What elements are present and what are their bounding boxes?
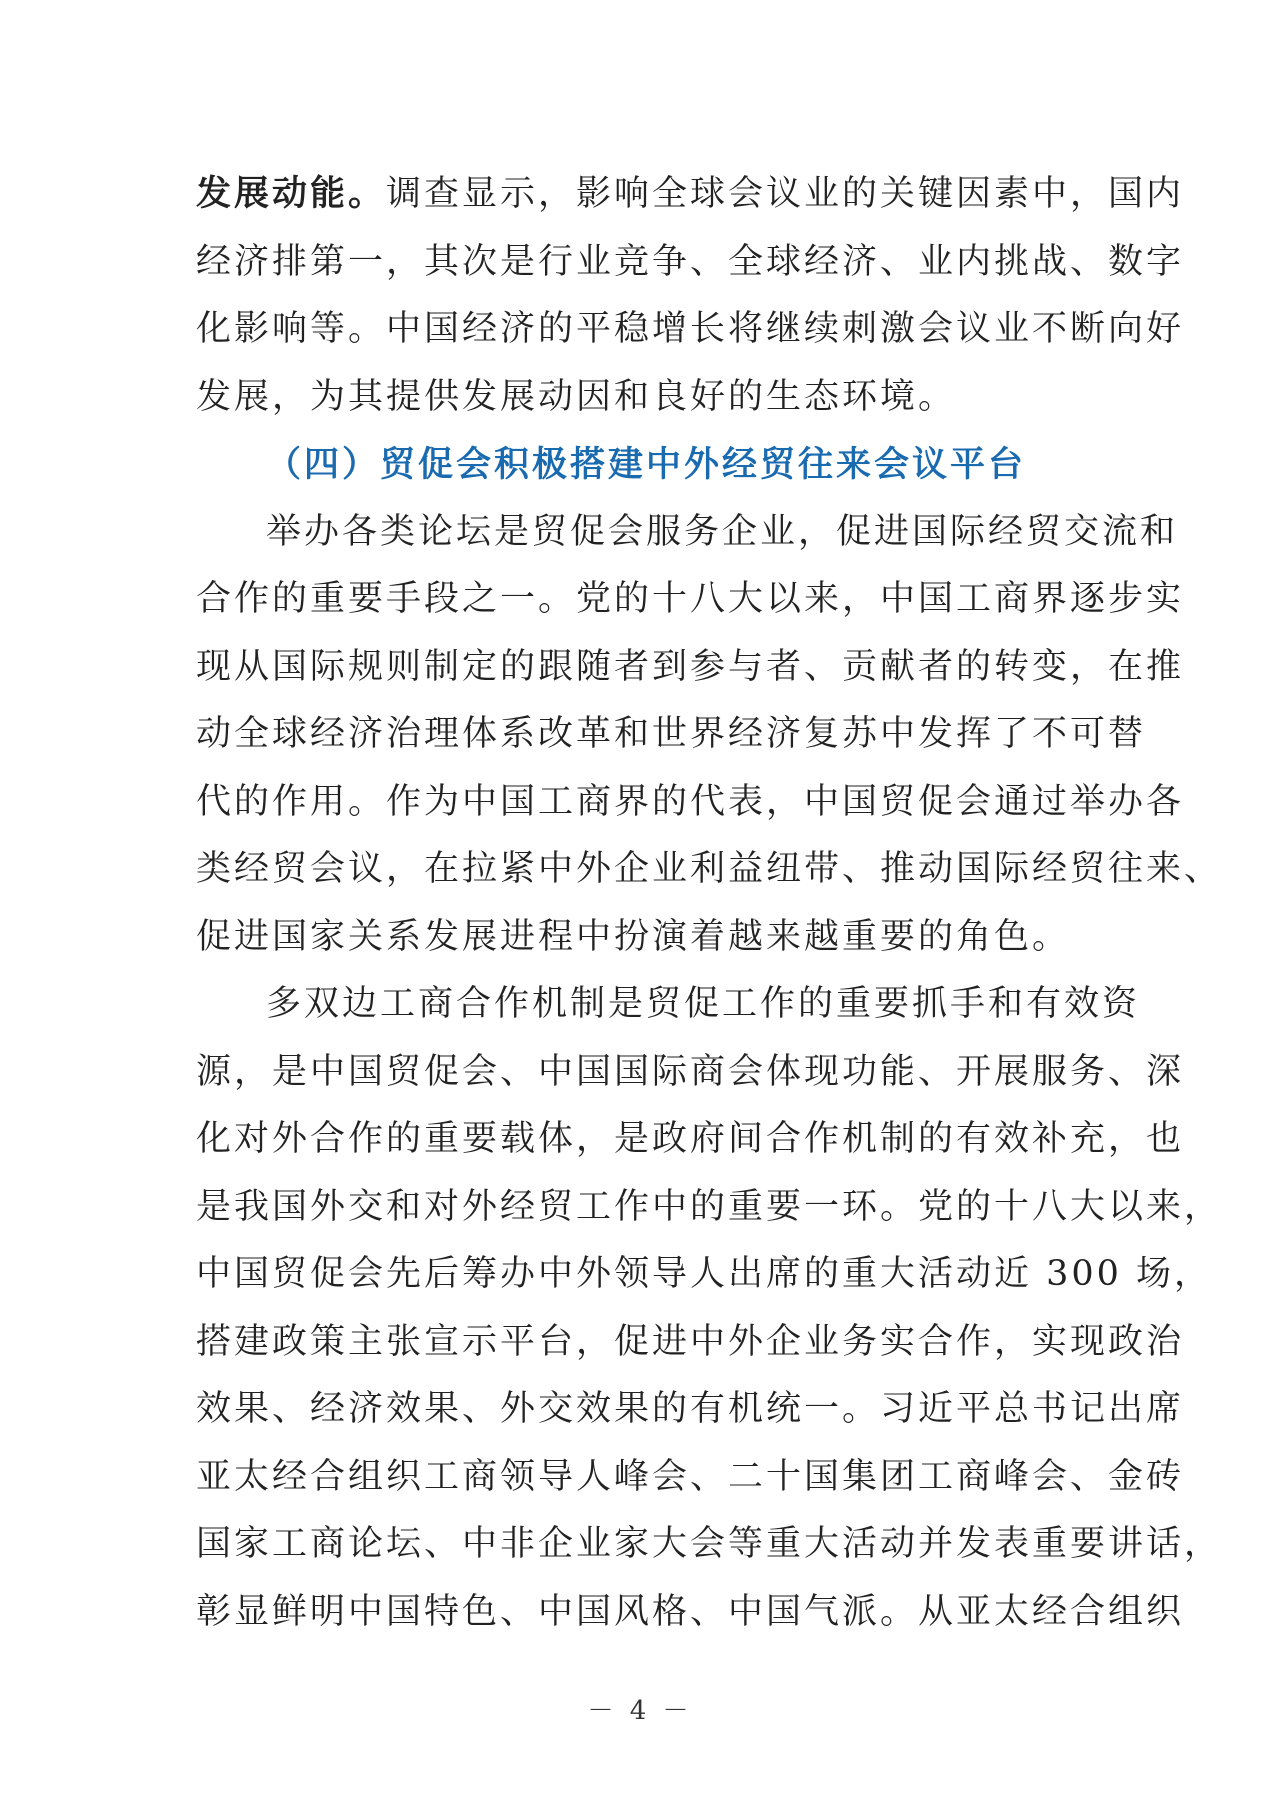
- paragraph-1: [196, 160, 1185, 431]
- paragraph-3-line-1: 多双边工商合作机制是贸促工作的重要抓手和有效资: [266, 984, 1141, 1024]
- paragraph-1-lead-bold: 发展动能。: [196, 173, 387, 214]
- paragraph-3-line-2: 源，是中国贸促会、中国国际商会体现功能、开展服务、深: [196, 1051, 1185, 1092]
- paragraph-3-line-7: 效果、经济效果、外交效果的有机统一。习近平总书记出席: [196, 1389, 1185, 1429]
- paragraph-2: [196, 499, 1223, 972]
- paragraph-2-line-6: 类经贸会议，在拉紧中外企业利益纽带、推动国际经贸往来、: [196, 849, 1223, 889]
- paragraph-1-line-4: 发展，为其提供发展动因和良好的生态环境。: [196, 376, 957, 417]
- paragraph-3-line-8: 亚太经合组织工商领导人峰会、二十国集团工商峰会、金砖: [196, 1456, 1185, 1497]
- paragraph-2-line-7: 促进国家关系发展进程中扮演着越来越重要的角色。: [196, 916, 1071, 957]
- paragraph-2-line-1: 举办各类论坛是贸促会服务企业，促进国际经贸交流和: [266, 511, 1179, 552]
- paragraph-3-line-5: 中国贸促会先后筹办中外领导人出席的重大活动近 300 场，: [196, 1254, 1213, 1294]
- paragraph-2-line-4: 动全球经济治理体系改革和世界经济复苏中发挥了不可替: [196, 714, 1147, 754]
- paragraph-1-line-3: 化影响等。中国经济的平稳增长将继续刺激会议业不断向好: [196, 309, 1185, 349]
- paragraph-1-line-2: 经济排第一，其次是行业竞争、全球经济、业内挑战、数字: [196, 241, 1185, 282]
- section-heading: （四）贸促会积极搭建中外经贸往来会议平台: [266, 444, 1027, 485]
- paragraph-2-line-2: 合作的重要手段之一。党的十八大以来，中国工商界逐步实: [196, 579, 1185, 619]
- paragraph-1-line-1-text: 调查显示，影响全球会议业的关键因素中，国内: [386, 174, 1185, 214]
- paragraph-3-line-3: 化对外合作的重要载体，是政府间合作机制的有效补充，也: [196, 1119, 1185, 1159]
- page-number: － 4 －: [587, 1696, 693, 1726]
- paragraph-3: [196, 971, 1223, 1646]
- paragraph-1-line-1: [196, 160, 1185, 229]
- paragraph-3-line-9: 国家工商论坛、中非企业家大会等重大活动并发表重要讲话，: [196, 1524, 1223, 1564]
- document-body: [196, 160, 1223, 1646]
- paragraph-3-line-4: 是我国外交和对外经贸工作中的重要一环。党的十八大以来，: [196, 1186, 1223, 1227]
- paragraph-2-line-3: 现从国际规则制定的跟随者到参与者、贡献者的转变，在推: [196, 646, 1185, 687]
- paragraph-3-line-10: 彰显鲜明中国特色、中国风格、中国气派。从亚太经合组织: [196, 1591, 1185, 1632]
- paragraph-3-line-6: 搭建政策主张宣示平台，促进中外企业务实合作，实现政治: [196, 1321, 1185, 1362]
- paragraph-2-line-5: 代的作用。作为中国工商界的代表，中国贸促会通过举办各: [196, 781, 1185, 822]
